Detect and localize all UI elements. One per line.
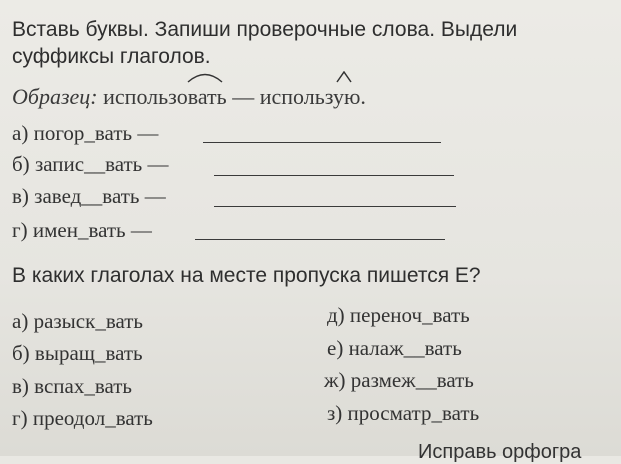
example-word-2: использую. bbox=[260, 84, 366, 110]
task-1-instruction bbox=[12, 16, 612, 70]
option-a: а) разыск_вать bbox=[12, 309, 143, 333]
next-task-fragment: Исправь орфогра bbox=[418, 441, 582, 463]
exercise-item-a: а) погор_вать — bbox=[12, 121, 159, 145]
task-2-question: В каких глаголах на месте пропуска пишется Е? bbox=[12, 264, 481, 287]
example-dash: — bbox=[232, 84, 255, 109]
option-e: д) переноч_вать bbox=[327, 303, 470, 327]
exercise-item-d: г) имен_вать — bbox=[12, 218, 152, 242]
root-caret-icon bbox=[336, 71, 352, 83]
answer-line-d[interactable] bbox=[195, 239, 445, 240]
option-h: з) просматр_вать bbox=[327, 401, 480, 425]
option-g: ж) размеж__вать bbox=[324, 368, 474, 392]
example-line bbox=[12, 84, 366, 110]
answer-line-a[interactable] bbox=[203, 142, 441, 143]
task-1-line-2: суффиксы глаголов. bbox=[12, 45, 211, 68]
answer-line-c[interactable] bbox=[214, 206, 456, 207]
task-1-line-1: Вставь буквы. Запиши проверочные слова. Выдели bbox=[12, 18, 518, 41]
suffix-arc-icon bbox=[187, 71, 223, 83]
exercise-item-c: в) завед__вать — bbox=[12, 184, 166, 208]
answer-line-b[interactable] bbox=[214, 175, 454, 176]
option-f: е) налаж__вать bbox=[327, 336, 462, 360]
example-word-1: использовать bbox=[103, 84, 227, 110]
exercise-item-b: б) запис__вать — bbox=[12, 152, 169, 176]
option-c: в) вспах_вать bbox=[12, 374, 133, 398]
option-b: б) выращ_вать bbox=[12, 341, 143, 365]
example-label: Образец: bbox=[12, 84, 98, 109]
option-d: г) преодол_вать bbox=[12, 406, 153, 430]
